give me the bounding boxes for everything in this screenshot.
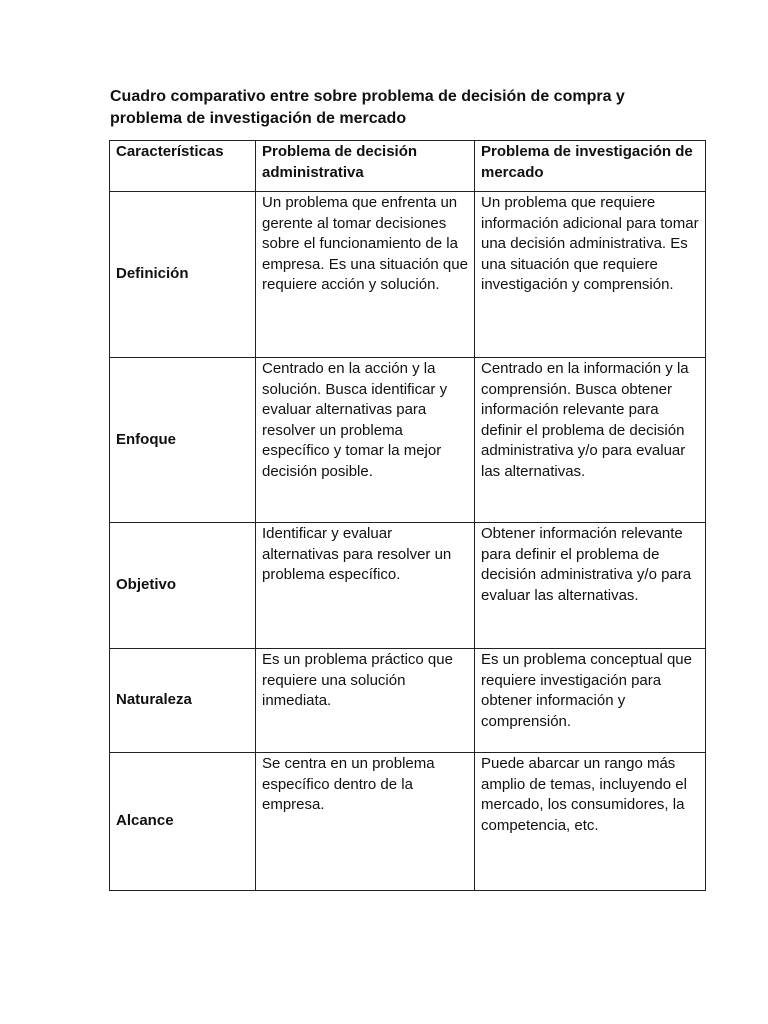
table-row <box>110 358 706 523</box>
comparison-table <box>109 140 706 891</box>
cell-decision-objetivo <box>256 523 475 649</box>
cell-text: Centrado en la acción y la solución. Busca identificar y evaluar alternativas para resolver un problema específico y tomar la mejor decisión posible. <box>262 360 448 480</box>
cell-research-alcance <box>475 753 706 891</box>
row-label-objetivo: Objetivo <box>110 523 256 649</box>
cell-decision-naturaleza <box>256 649 475 753</box>
cell-text: Puede abarcar un rango más amplio de temas, incluyendo el mercado, los consumidores, la competencia, etc. <box>481 755 687 834</box>
cell-text: Identificar y evaluar alternativas para resolver un problema específico. <box>262 525 452 584</box>
row-label-alcance: Alcance <box>110 753 256 891</box>
cell-text: Centrado en la información y la comprensión. Busca obtener información relevante para definir el problema de decisión administrativa y/o para evaluar las alternativas. <box>481 360 689 480</box>
table-row <box>110 192 706 358</box>
cell-text: Es un problema conceptual que requiere investigación para obtener información y comprensión. <box>481 651 692 730</box>
header-characteristics: Características <box>110 141 256 192</box>
cell-research-naturaleza <box>475 649 706 753</box>
row-label-naturaleza: Naturaleza <box>110 649 256 753</box>
cell-text: Es un problema práctico que requiere una solución inmediata. <box>262 651 453 710</box>
cell-decision-alcance <box>256 753 475 891</box>
cell-text: Un problema que enfrenta un gerente al tomar decisiones sobre el funcionamiento de la empresa. Es una situación que requiere acción y solución. <box>262 194 468 294</box>
header-research-problem: Problema de investigación de mercado <box>475 141 706 192</box>
document-title <box>110 86 710 130</box>
table-header-row <box>110 141 706 192</box>
cell-decision-definicion <box>256 192 475 358</box>
table-row <box>110 649 706 753</box>
document-title-line-1: Cuadro comparativo entre sobre problema de decisión de compra y <box>110 88 625 105</box>
header-decision-problem: Problema de decisión administrativa <box>256 141 475 192</box>
cell-text: Obtener información relevante para definir el problema de decisión administrativa y/o para evaluar las alternativas. <box>481 525 692 604</box>
table-row <box>110 753 706 891</box>
cell-research-objetivo <box>475 523 706 649</box>
document-title-line-2: problema de investigación de mercado <box>110 110 407 127</box>
cell-research-enfoque <box>475 358 706 523</box>
row-label-definicion: Definición <box>110 192 256 358</box>
cell-text: Un problema que requiere información adicional para tomar una decisión administrativa. Es una situación que requiere investigación y comprensión. <box>481 194 699 294</box>
cell-decision-enfoque <box>256 358 475 523</box>
cell-research-definicion <box>475 192 706 358</box>
cell-text: Se centra en un problema específico dentro de la empresa. <box>262 755 435 814</box>
row-label-enfoque: Enfoque <box>110 358 256 523</box>
table-row <box>110 523 706 649</box>
